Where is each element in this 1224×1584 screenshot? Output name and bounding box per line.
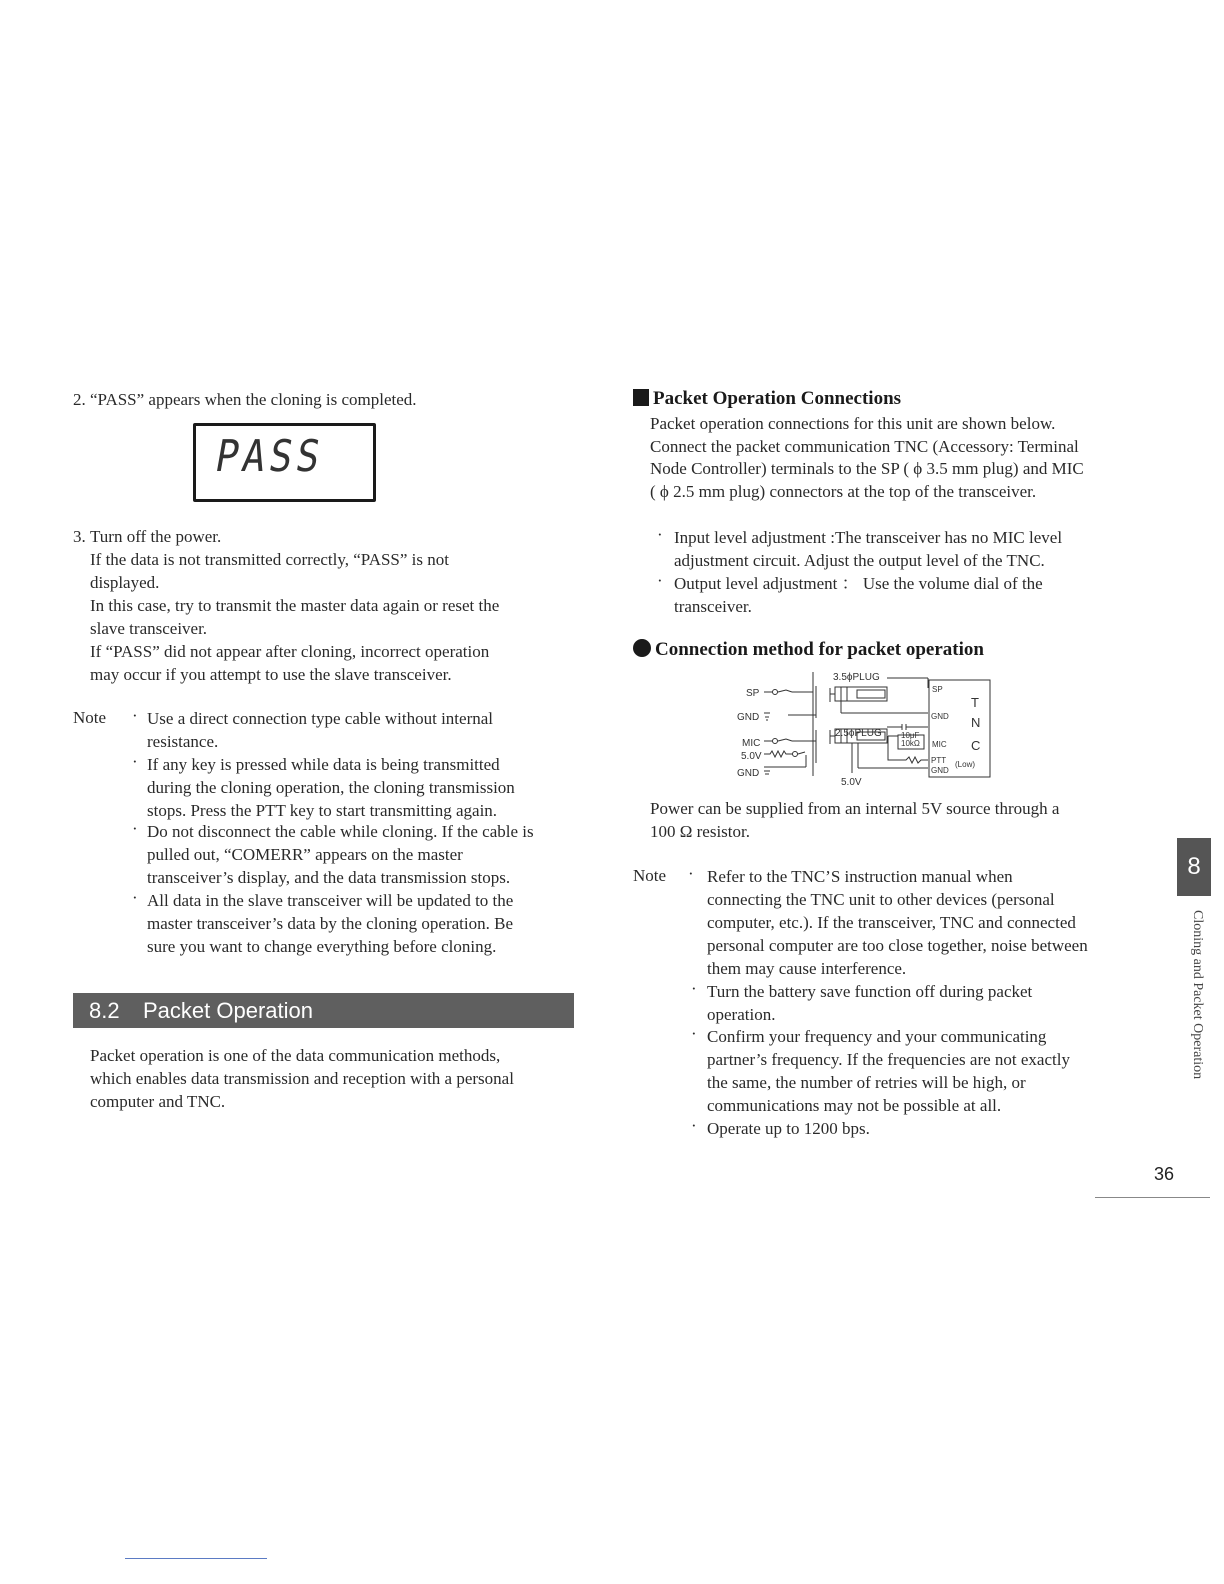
tnc-mic-label: MIC [932, 740, 947, 749]
connection-diagram [730, 668, 1000, 790]
bullet-dot: · [657, 571, 663, 590]
section-number: 8.2 [89, 998, 120, 1023]
mic-label: MIC [742, 738, 761, 749]
step-3-line-4: In this case, try to transmit the master data again or reset the [90, 596, 500, 615]
note-2-line-2: during the cloning operation, the cloning transmission [147, 778, 515, 797]
step-3-line-1: Turn off the power. [90, 527, 222, 546]
tnc-letter-c: C [971, 738, 981, 753]
tnc-low-label: (Low) [955, 760, 976, 769]
rnote-3-line-4: communications may not be possible at all. [707, 1096, 1002, 1115]
note-4-line-3: sure you want to change everything before cloning. [147, 937, 497, 956]
bullet-dot: · [132, 752, 138, 771]
note-4-line-1: All data in the slave transceiver will be updated to the [147, 891, 514, 910]
heading-packet-connections [633, 388, 901, 410]
level-bullet-2-line-2: transceiver. [674, 597, 752, 616]
packet-intro-line-2: which enables data transmission and reception with a personal [90, 1069, 514, 1088]
step-3-line-5: slave transceiver. [90, 619, 208, 638]
rnote-3-line-1: Confirm your frequency and your communicating [707, 1027, 1047, 1046]
rnote-2-line-2: operation. [707, 1005, 776, 1024]
rnote-1-line-2: connecting the TNC unit to other devices (personal [707, 890, 1055, 909]
note-2-line-3: stops. Press the PTT key to start transmitting again. [147, 801, 498, 820]
rnote-1-line-4: personal computer are too close together, noise between [707, 936, 1088, 955]
heading-packet-connections-text: Packet Operation Connections [653, 388, 902, 409]
tnc-gnd2-label: GND [931, 766, 949, 775]
bullet-dot: · [691, 1024, 697, 1043]
note-4-line-2: master transceiver’s data by the cloning operation. Be [147, 914, 514, 933]
5v-label: 5.0V [741, 751, 762, 762]
page-number: 36 [1154, 1164, 1175, 1184]
bullet-dot: · [688, 864, 694, 883]
lcd-pass-text: PASS [211, 430, 328, 482]
chapter-tab-label: Cloning and Packet Operation [1190, 910, 1205, 1080]
plug-3-5-label: 3.5ϕPLUG [833, 672, 880, 683]
lcd-display [193, 423, 376, 502]
note-1-line-2: resistance. [147, 732, 219, 751]
bullet-dot: · [657, 525, 663, 544]
bullet-dot: · [691, 1116, 697, 1135]
tnc-gnd-label: GND [931, 712, 949, 721]
section-header-bar [73, 993, 574, 1028]
cap-label: 10μF [901, 731, 920, 740]
chapter-tab: 8 [1177, 838, 1211, 896]
tnc-ptt-label: PTT [931, 756, 947, 765]
bullet-dot: · [132, 819, 138, 838]
square-bullet-icon [633, 389, 649, 406]
section-title: Packet Operation [143, 998, 313, 1023]
note-2-line-1: If any key is pressed while data is being transmitted [147, 755, 500, 774]
packet-intro-line-3: computer and TNC. [90, 1092, 226, 1111]
packet-intro-line-1: Packet operation is one of the data communication methods, [90, 1046, 501, 1065]
step-3-number: 3. [73, 527, 86, 546]
res-label: 10kΩ [901, 739, 920, 748]
tnc-sp-label: SP [932, 685, 943, 694]
bullet-dot: · [691, 979, 697, 998]
right-intro-line-1: Packet operation connections for this unit are shown below. [650, 414, 1056, 433]
gnd-label: GND [737, 712, 760, 723]
level-bullet-2-line-1: Output level adjustment ： Use the volume dial of the [674, 574, 1043, 593]
rnote-3-line-3: the same, the number of retries will be high, or [707, 1073, 1026, 1092]
note-3-line-3: transceiver’s display, and the data transmission stops. [147, 868, 511, 887]
rnote-4-line-1: Operate up to 1200 bps. [707, 1119, 870, 1138]
step-3-line-3: displayed. [90, 573, 160, 592]
level-bullet-1-line-2: adjustment circuit. Adjust the output level of the TNC. [674, 551, 1045, 570]
gnd-label-2: GND [737, 768, 760, 779]
right-intro-line-4: ( ϕ 2.5 mm plug) connectors at the top of the transceiver. [650, 482, 1037, 501]
heading-connection-method [633, 639, 984, 661]
page-number-rule [1095, 1197, 1210, 1198]
rnote-1-line-1: Refer to the TNC’S instruction manual when [707, 867, 1013, 886]
step-2-text: 2. “PASS” appears when the cloning is completed. [73, 390, 417, 409]
level-bullet-1-line-1: Input level adjustment :The transceiver has no MIC level [674, 528, 1063, 547]
note-label-left: Note [73, 708, 107, 727]
power-note-line-1: Power can be supplied from an internal 5V source through a [650, 799, 1060, 818]
circle-bullet-icon [633, 639, 651, 657]
resistor-5v [764, 751, 792, 757]
step-3-line-2: If the data is not transmitted correctly, “PASS” is not [90, 550, 449, 569]
5v-supply-label: 5.0V [841, 777, 862, 788]
note-3-line-2: pulled out, “COMERR” appears on the master [147, 845, 463, 864]
bullet-dot: · [132, 706, 138, 725]
rnote-3-line-2: partner’s frequency. If the frequencies are not exactly [707, 1050, 1070, 1069]
right-intro-line-2: Connect the packet communication TNC (Accessory: Terminal [650, 437, 1079, 456]
note-1-line-1: Use a direct connection type cable without internal [147, 709, 494, 728]
step-3-line-7: may occur if you attempt to use the slave transceiver. [90, 665, 452, 684]
rnote-2-line-1: Turn the battery save function off during packet [707, 982, 1033, 1001]
sp-label: SP [746, 688, 760, 699]
tnc-letter-t: T [971, 695, 979, 710]
right-intro-line-3: Node Controller) terminals to the SP ( ϕ 3.5 mm plug) and MIC [650, 459, 1084, 478]
power-note-line-2: 100 Ω resistor. [650, 822, 750, 841]
note-3-line-1: Do not disconnect the cable while cloning. If the cable is [147, 822, 534, 841]
rnote-1-line-5: them may cause interference. [707, 959, 907, 978]
note-label-right: Note [633, 866, 667, 885]
rnote-1-line-3: computer, etc.). If the transceiver, TNC and connected [707, 913, 1076, 932]
bullet-dot: · [132, 888, 138, 907]
heading-connection-method-text: Connection method for packet operation [655, 639, 984, 660]
bottom-rule [125, 1558, 267, 1559]
plug-2-5-label: 2.5ϕPLUG [835, 728, 882, 739]
plug-3-5 [835, 687, 887, 701]
step-3-line-6: If “PASS” did not appear after cloning, incorrect operation [90, 642, 490, 661]
tnc-letter-n: N [971, 715, 981, 730]
